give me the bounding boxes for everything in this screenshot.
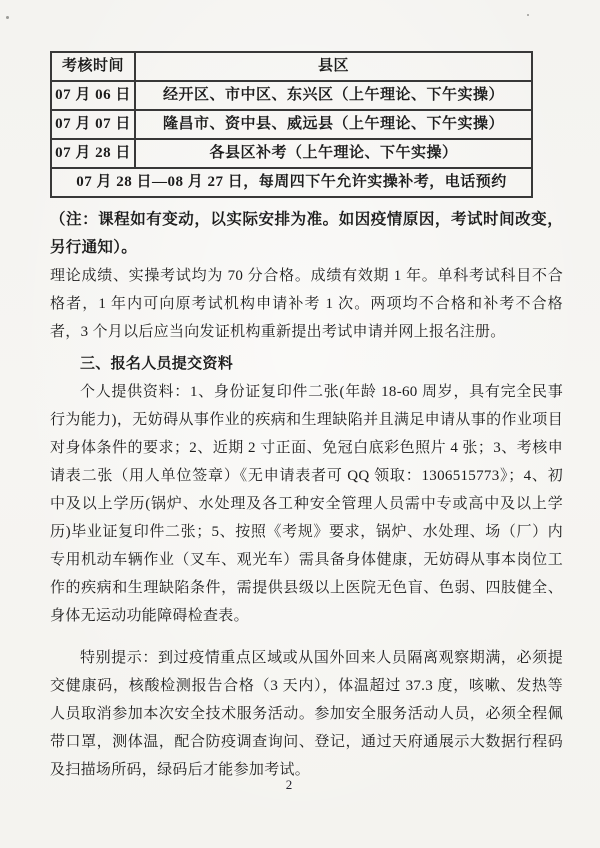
cell-makeup-exam-note: 07 月 28 日—08 月 27 日，每周四下午允许实操补考，电话预约 <box>51 168 532 197</box>
materials-list-paragraph: 个人提供资料：1、身份证复印件二张(年龄 18-60 周岁，具有完全民事行为能力)，无妨碍从事作业的疾病和生理缺陷并且满足申请从事的作业项目对身体条件的要求；2、近期 2 寸正面、免冠白底彩色照片 4 张；3、考核申请表二张（用人单位签章）《无申请表者可 QQ 领取：1306515773》；4、初中及以上学历(锅炉、水处理及各工种安全管理人员需中专或高中及以上学历)毕业证复印件二张；5、按照《考规》要求，锅炉、水处理、场（厂）内专用机动车辆作业（叉车、观光车）需具备身体健康，无妨碍从事本岗位工作的疾病和生理缺陷条件，需提供县级以上医院无色盲、色弱、四肢健全、身体无运动功能障碍检查表。 <box>50 384 563 624</box>
cell-exam-date: 07 月 28 日 <box>51 139 135 168</box>
table-footer-row <box>51 168 532 197</box>
table-row <box>51 139 532 168</box>
cell-district-info: 经开区、市中区、东兴区（上午理论、下午实操） <box>135 81 532 110</box>
special-notice-paragraph: 特别提示：到过疫情重点区域或从国外回来人员隔离观察期满，必须提交健康码，核酸检测报告合格（3 天内），体温超过 37.3 度，咳嗽、发热等人员取消参加本次安全技术服务活动。参加安全服务活动人员，必须全程佩带口罩，测体温，配合防疫调查询问、登记，通过天府通展示大数据行程码及扫描场所码，绿码后才能参加考试。 <box>50 650 563 778</box>
section-heading-submit-materials: 三、报名人员提交资料 <box>80 356 234 372</box>
header-cell-district: 县区 <box>135 52 532 81</box>
table-header-row <box>51 52 532 81</box>
schedule-note-paragraph: （注：课程如有变动，以实际安排为准。如因疫情原因，考试时间改变，另行通知）。 <box>50 211 563 256</box>
header-cell-exam-time: 考核时间 <box>51 52 135 81</box>
cell-exam-date: 07 月 06 日 <box>51 81 135 110</box>
cell-exam-date: 07 月 07 日 <box>51 110 135 139</box>
scan-speck <box>527 14 529 16</box>
page-number: 2 <box>285 777 293 792</box>
document-content <box>50 51 563 784</box>
table-row <box>51 110 532 139</box>
scan-speck <box>6 16 9 19</box>
score-rules-paragraph: 理论成绩、实操考试均为 70 分合格。成绩有效期 1 年。单科考试科目不合格者，1 年内可向原考试机构申请补考 1 次。两项均不合格和补考不合格者，3 个月以后应当向发证机构重新提出考试申请并网上报名注册。 <box>50 268 563 340</box>
table-row <box>51 81 532 110</box>
cell-district-info: 隆昌市、资中县、威远县（上午理论、下午实操） <box>135 110 532 139</box>
exam-schedule-table <box>50 51 533 198</box>
cell-district-info: 各县区补考（上午理论、下午实操） <box>135 139 532 168</box>
